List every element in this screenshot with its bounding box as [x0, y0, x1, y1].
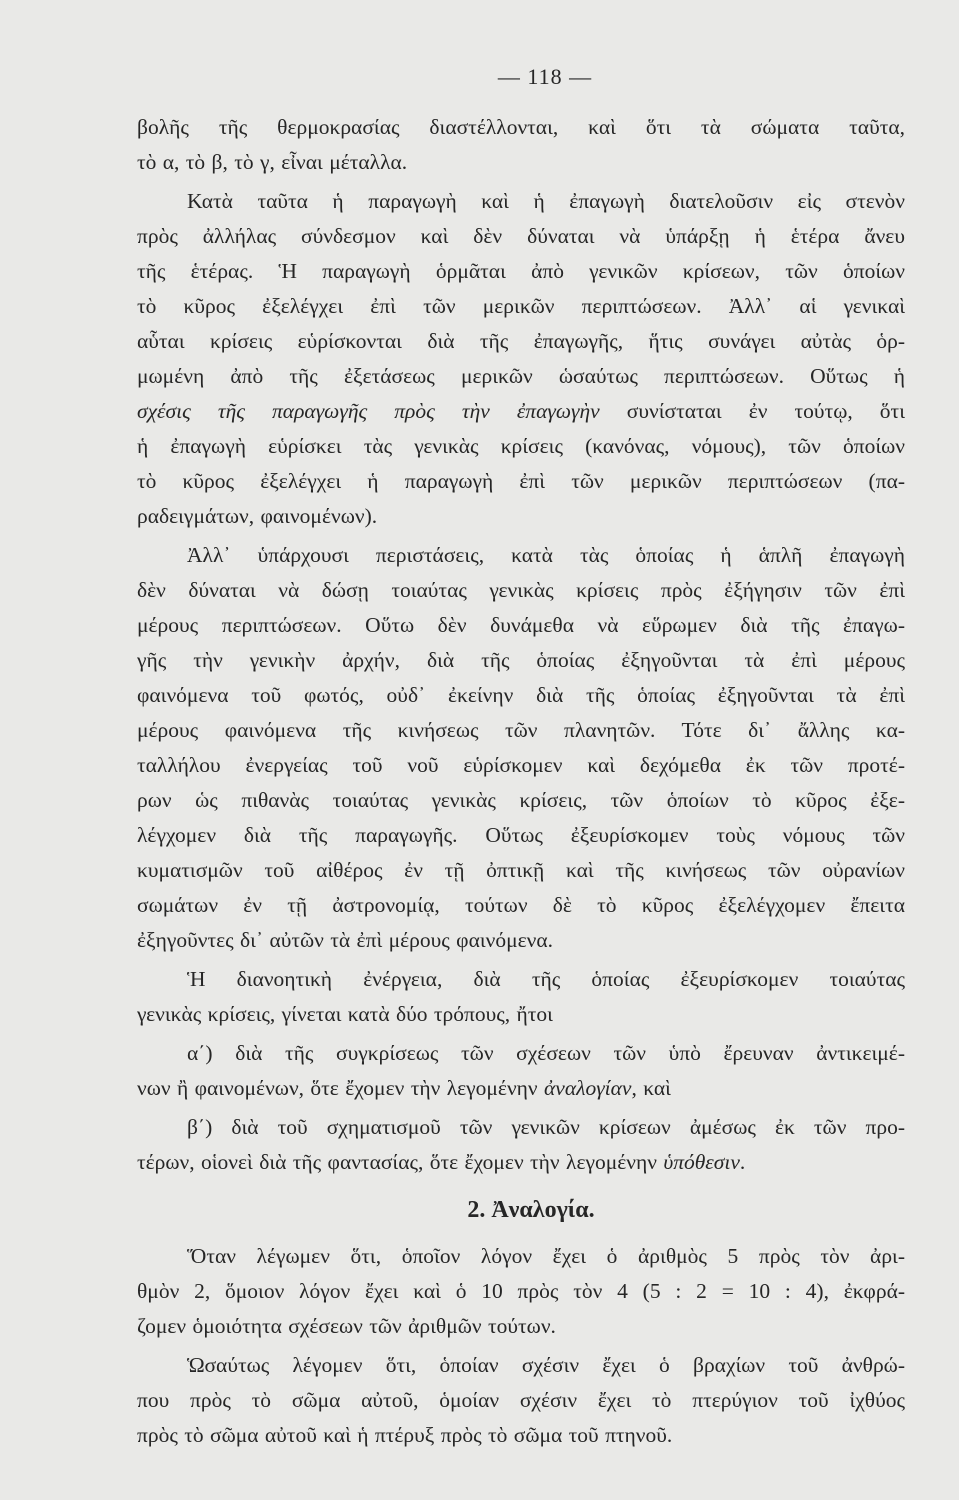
paragraph — [137, 110, 905, 180]
text-run: ζομεν ὁμοιότητα σχέσεων τῶν ἀριθμῶν τούτων. — [137, 1314, 556, 1338]
text-run: πρὸς τὸ σῶμα αὐτοῦ καὶ ἡ πτέρυξ πρὸς τὸ σῶμα τοῦ πτηνοῦ. — [137, 1423, 673, 1447]
text-run: δὲν δύναται νὰ δώσῃ τοιαύτας γενικὰς κρίσεις πρὸς ἐξήγησιν τῶν ἐπὶ — [137, 578, 905, 602]
text-line — [137, 1418, 905, 1453]
text-run: μέρους φαινόμενα τῆς κινήσεως τῶν πλανητῶν. Τότε δι᾽ ἄλλης κα- — [137, 718, 905, 742]
paragraph — [137, 1036, 905, 1106]
page-body — [137, 110, 905, 1453]
text-run: Ἀλλ᾽ ὑπάρχουσι περιστάσεις, κατὰ τὰς ὁποίας ἡ ἁπλῆ ἐπαγωγὴ — [187, 543, 905, 567]
text-line — [137, 254, 905, 289]
text-line — [137, 997, 905, 1032]
text-line — [137, 888, 905, 923]
text-line — [137, 1110, 905, 1145]
italic-term: ὑπόθεσιν — [663, 1150, 740, 1174]
text-run: μέρους περιπτώσεων. Οὕτω δὲν δυνάμεθα νὰ εὕρωμεν διὰ τῆς ἐπαγω- — [137, 613, 905, 637]
text-line — [137, 713, 905, 748]
text-line — [137, 1348, 905, 1383]
text-line — [137, 1071, 905, 1106]
paragraph — [137, 184, 905, 534]
text-run: γενικὰς κρίσεις, γίνεται κατὰ δύο τρόπους, ἤτοι — [137, 1002, 553, 1026]
italic-term: σχέσις τῆς παραγωγῆς πρὸς τὴν ἐπαγωγὴν — [137, 399, 600, 423]
text-run: . — [739, 1150, 746, 1174]
text-run: σωμάτων ἐν τῇ ἀστρονομίᾳ, τούτων δὲ τὸ κῦρος ἐξελέγχομεν ἔπειτα — [137, 893, 905, 917]
text-line — [137, 818, 905, 853]
text-line — [137, 962, 905, 997]
text-run: , καὶ — [631, 1076, 671, 1100]
text-run: βολῆς τῆς θερμοκρασίας διαστέλλονται, καὶ ὅτι τὰ σώματα ταῦτα, — [137, 115, 905, 139]
text-run: Κατὰ ταῦτα ἡ παραγωγὴ καὶ ἡ ἐπαγωγὴ διατελοῦσιν εἰς στενὸν — [187, 189, 905, 213]
text-run: συνίσταται ἐν τούτῳ, ὅτι — [599, 399, 905, 423]
italic-term: ἀναλογίαν — [544, 1076, 632, 1100]
text-section — [137, 1239, 905, 1453]
paragraph — [137, 1239, 905, 1344]
text-run: τὸ α, τὸ β, τὸ γ, εἶναι μέταλλα. — [137, 150, 408, 174]
text-section — [137, 110, 905, 1180]
text-run: θμὸν 2, ὅμοιον λόγον ἔχει καὶ ὁ 10 πρὸς τὸν 4 (5 : 2 = 10 : 4), ἐκφρά- — [137, 1279, 905, 1303]
text-run: β΄) διὰ τοῦ σχηματισμοῦ τῶν γενικῶν κρίσεων ἀμέσως ἐκ τῶν προ- — [187, 1115, 905, 1139]
text-line — [137, 1309, 905, 1344]
text-line — [137, 678, 905, 713]
text-run: κυματισμῶν τοῦ αἰθέρος ἐν τῇ ὀπτικῇ καὶ τῆς κινήσεως τῶν οὐρανίων — [137, 858, 905, 882]
text-line — [137, 289, 905, 324]
text-run: νων ἢ φαινομένων, ὅτε ἔχομεν τὴν λεγομένην — [137, 1076, 545, 1100]
text-line — [137, 464, 905, 499]
text-run: ἐξηγοῦντες δι᾽ αὐτῶν τὰ ἐπὶ μέρους φαινόμενα. — [137, 928, 554, 952]
text-run: τὸ κῦρος ἐξελέγχει ἡ παραγωγὴ ἐπὶ τῶν μερικῶν περιπτώσεων (πα- — [137, 469, 905, 493]
text-run: τῆς ἑτέρας. Ἡ παραγωγὴ ὁρμᾶται ἀπὸ γενικῶν κρίσεων, τῶν ὁποίων — [137, 259, 905, 283]
text-line — [137, 643, 905, 678]
text-line — [137, 394, 905, 429]
text-run: φαινόμενα τοῦ φωτός, οὐδ᾽ ἐκείνην διὰ τῆς ὁποίας ἐξηγοῦνται τὰ ἐπὶ — [137, 683, 905, 707]
text-line — [137, 538, 905, 573]
text-run: γῆς τὴν γενικὴν ἀρχήν, διὰ τῆς ὁποίας ἐξηγοῦνται τὰ ἐπὶ μέρους — [137, 648, 905, 672]
text-line — [137, 359, 905, 394]
text-line — [137, 1274, 905, 1309]
text-line — [137, 499, 905, 534]
text-run: Ἡ διανοητικὴ ἐνέργεια, διὰ τῆς ὁποίας ἐξευρίσκομεν τοιαύτας — [187, 967, 905, 991]
page-number: — 118 — — [497, 64, 593, 89]
text-run: ἡ ἐπαγωγὴ εὑρίσκει τὰς γενικὰς κρίσεις (κανόνας, νόμους), τῶν ὁποίων — [137, 434, 905, 458]
text-line — [137, 853, 905, 888]
paragraph — [137, 1348, 905, 1453]
text-line — [137, 429, 905, 464]
text-run: Ὅταν λέγωμεν ὅτι, ὁποῖον λόγον ἔχει ὁ ἀριθμὸς 5 πρὸς τὸν ἀρι- — [187, 1244, 905, 1268]
paragraph — [137, 962, 905, 1032]
text-line — [137, 1145, 905, 1180]
text-line — [137, 1383, 905, 1418]
text-run: μωμένη ἀπὸ τῆς ἐξετάσεως μερικῶν ὡσαύτως περιπτώσεων. Οὕτως ἡ — [137, 364, 905, 388]
text-line — [137, 783, 905, 818]
text-run: α΄) διὰ τῆς συγκρίσεως τῶν σχέσεων τῶν ὑπὸ ἔρευναν ἀντικειμέ- — [187, 1041, 905, 1065]
text-run: λέγχομεν διὰ τῆς παραγωγῆς. Οὕτως ἐξευρίσκομεν τοὺς νόμους τῶν — [137, 823, 905, 847]
text-line — [137, 184, 905, 219]
text-run: πρὸς ἀλλήλας σύνδεσμον καὶ δὲν δύναται νὰ ὑπάρξῃ ἡ ἑτέρα ἄνευ — [137, 224, 905, 248]
text-run: ραδειγμάτων, φαινομένων). — [137, 504, 378, 528]
text-run: που πρὸς τὸ σῶμα αὐτοῦ, ὁμοίαν σχέσιν ἔχει τὸ πτερύγιον τοῦ ἰχθύος — [137, 1388, 905, 1412]
paragraph — [137, 538, 905, 958]
text-line — [137, 608, 905, 643]
paragraph — [137, 1110, 905, 1180]
text-line — [137, 219, 905, 254]
text-line — [137, 748, 905, 783]
section-heading: 2. Ἀναλογία. — [467, 1197, 595, 1223]
text-run: Ὡσαύτως λέγομεν ὅτι, ὁποίαν σχέσιν ἔχει ὁ βραχίων τοῦ ἀνθρώ- — [187, 1353, 905, 1377]
text-line — [137, 1239, 905, 1274]
text-run: τέρων, οἱονεὶ διὰ τῆς φαντασίας, ὅτε ἔχομεν τὴν λεγομένην — [137, 1150, 664, 1174]
text-run: αὗται κρίσεις εὑρίσκονται διὰ τῆς ἐπαγωγῆς, ἥτις συνάγει αὐτὰς ὁρ- — [137, 329, 905, 353]
text-line — [137, 145, 905, 180]
text-line — [137, 110, 905, 145]
text-run: τὸ κῦρος ἐξελέγχει ἐπὶ τῶν μερικῶν περιπτώσεων. Ἀλλ᾽ αἱ γενικαὶ — [137, 294, 905, 318]
text-run: ρων ὡς πιθανὰς τοιαύτας γενικὰς κρίσεις, τῶν ὁποίων τὸ κῦρος ἐξε- — [137, 788, 905, 812]
text-line — [137, 923, 905, 958]
text-line — [137, 573, 905, 608]
text-run: ταλλήλου ἐνεργείας τοῦ νοῦ εὑρίσκομεν καὶ δεχόμεθα ἐκ τῶν προτέ- — [137, 753, 905, 777]
text-line — [137, 324, 905, 359]
text-line — [137, 1036, 905, 1071]
